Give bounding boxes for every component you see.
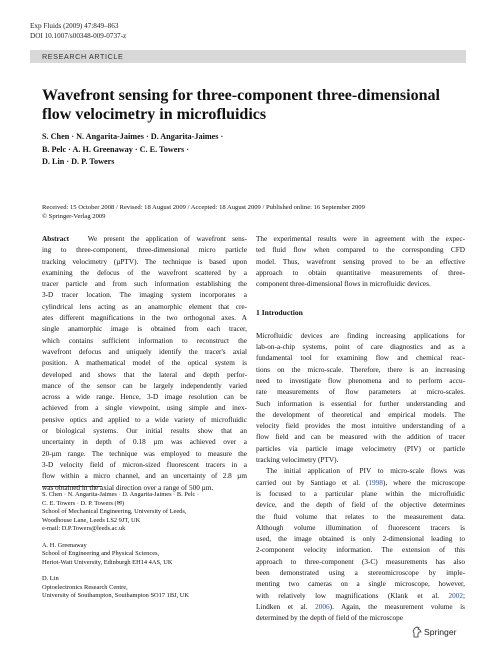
body-line: particles via particle image velocimetry (PIV) or particle <box>256 444 465 453</box>
springer-logo <box>412 626 474 640</box>
body-line: menting two cameras on a single microscope, however, <box>256 580 465 589</box>
author-line: D. Lin · D. P. Towers <box>42 157 115 166</box>
author-line: S. Chen · N. Angarita-Jaimes · D. Angarita-Jaimes · <box>42 132 224 141</box>
affiliation-line: D. Lin <box>42 575 59 582</box>
body-line: rate measurements of flow parameters at micro-scales. <box>256 388 465 397</box>
body-line: the fluid volume that relates to the measurement data. <box>256 512 465 521</box>
abstract-line: uncertainty in depth of 0.18 µm was achieved over a <box>42 438 247 447</box>
affiliation-line: Optoelectronics Research Centre, <box>42 583 128 591</box>
citation-link[interactable]: 1998 <box>368 478 383 487</box>
abstract-continuation <box>256 234 465 290</box>
body-line: flow field and can be measured with the addition of tracer <box>256 433 465 442</box>
affiliation-block <box>42 542 247 568</box>
affiliation-block <box>42 575 247 601</box>
abstract-line: 3-D velocity field of micron-sized fluorescent tracers in a <box>42 460 247 469</box>
intro-paragraph-2 <box>256 466 465 624</box>
body-line: need to investigate flow phenomena and to perform accu- <box>256 376 465 385</box>
affiliation-line: Heriot-Watt University, Edinburgh EH14 4AS, UK <box>42 558 173 566</box>
citation-link[interactable]: 2006 <box>315 602 330 611</box>
abstract-label: Abstract <box>42 235 69 243</box>
left-column <box>42 234 247 494</box>
article-type-bar <box>30 50 466 63</box>
abstract-line: developed and shows that the lateral and depth perfor- <box>42 370 247 379</box>
affiliation-line: C. E. Towers · D. P. Towers (✉) <box>42 499 125 507</box>
abstract-line: ted fluid flow when compared to the corresponding CFD <box>256 246 465 255</box>
email-link[interactable]: e-mail: D.P.Towers@leeds.ac.uk <box>42 525 126 532</box>
springer-horse-icon <box>412 626 422 638</box>
body-line: the development of theoretical and empirical models. The <box>256 410 465 419</box>
abstract-line: or biological systems. Our initial results show that an <box>42 427 247 436</box>
body-line <box>256 602 465 613</box>
section-heading: 1 Introduction <box>256 308 303 318</box>
author-list <box>42 131 462 169</box>
copyright: © Springer-Verlag 2009 <box>42 213 106 220</box>
abstract-line: was obtained in the axial direction over a range of 500 µm. <box>42 483 214 492</box>
abstract-line: 20-µm range. The technique was employed to measure the <box>42 449 247 458</box>
abstract-line: ates different magnifications in the two orthogonal axes. A <box>42 314 247 323</box>
body-line: used, the image obtained is only 2-dimensional leading to <box>256 535 465 544</box>
body-line: is focused to a particular plane within the microfluidic <box>256 489 465 498</box>
abstract-line: 3-D tracer location. The imaging system incorporates a <box>42 291 247 300</box>
publication-dates <box>42 203 472 221</box>
abstract-line: across a wide range. Hence, 3-D image resolution can be <box>42 393 247 402</box>
body-line <box>256 478 465 489</box>
citation-text: with relatively low magnifications (Klank et al. 2002; <box>256 591 465 600</box>
body-line: lab-on-a-chip systems, point of care diagnostics and as a <box>256 343 465 352</box>
affiliation-line: School of Engineering and Physical Sciences, <box>42 550 160 557</box>
abstract <box>42 234 247 494</box>
affiliation-line: Woodhouse Lane, Leeds LS2 9JT, UK <box>42 516 141 524</box>
doi: DOI 10.1007/s00348-009-0737-z <box>30 31 127 40</box>
body-line: 2-component velocity information. The extension of this <box>256 546 465 555</box>
affiliations <box>42 491 247 601</box>
abstract-line: position. A mathematical model of the optical system is <box>42 359 247 368</box>
footnote-divider <box>42 486 102 487</box>
abstract-line: achieved from a single viewpoint, using simple and inex- <box>42 404 247 413</box>
abstract-line: The experimental results were in agreement with the expec- <box>256 235 465 243</box>
body-line: been demonstrated using a stereomicroscope by imple- <box>256 569 465 578</box>
body-line <box>256 591 465 602</box>
journal-header <box>30 22 126 41</box>
body-line <box>256 466 465 477</box>
body-line: velocity field provides the most intuitive understanding of a <box>256 422 465 431</box>
abstract-line: cylindrical lens acting as an anamorphic element that cre- <box>42 302 247 311</box>
body-line: Such information is essential for further understanding and <box>256 399 465 408</box>
abstract-line: single anamorphic image is obtained from each tracer, <box>42 325 247 334</box>
body-line: tracking velocimetry (PTV). <box>256 456 339 465</box>
journal-citation: Exp Fluids (2009) 47:849–863 <box>30 22 119 30</box>
abstract-line: ing to three-component, three-dimensional micro particle <box>42 246 247 255</box>
intro-paragraph-1 <box>256 331 465 467</box>
abstract-line: tracer particle and from such information establishing the <box>42 280 247 289</box>
abstract-line: pensive optics and applied to a wide variety of microfluidic <box>42 415 247 424</box>
body-line: fundamental tool for examining flow and chemical reac- <box>256 354 465 363</box>
affiliation-line: A. H. Greenaway <box>42 541 87 549</box>
affiliation-line: University of Southampton, Southampton SO17 1BJ, UK <box>42 592 189 599</box>
body-line: Microfluidic devices are finding increasing applications for <box>256 331 465 340</box>
paper-title <box>42 87 462 124</box>
abstract-line: tracking velocimetry (µPTV). The technique is based upon <box>42 257 247 266</box>
abstract-line: examining the defocus of the wavefront scattered by a <box>42 268 247 277</box>
body-line: approach to three-component (3-C) measurements has also <box>256 557 465 566</box>
body-line-text: The initial application of PIV to micro-scale flows was <box>266 467 465 476</box>
abstract-line: which contains sufficient information to reconstruct the <box>42 336 247 345</box>
body-line: determined by the depth of field of the microscope <box>256 614 403 623</box>
history-dates: Received: 15 October 2008 / Revised: 18 August 2009 / Accepted: 18 August 2009 / Published online: 16 September 2009 <box>42 204 365 211</box>
body-line: device, and the depth of field of the objective determines <box>256 501 465 510</box>
body-line: tions on the micro-scale. Therefore, there is an increasing <box>256 365 465 374</box>
abstract-line: mance of the sensor can be largely independently varied <box>42 381 247 390</box>
abstract-first-line <box>42 234 247 245</box>
affiliation-line: S. Chen · N. Angarita-Jaimes · D. Angarita-Jaimes · B. Pelc · <box>42 491 200 498</box>
article-type: RESEARCH ARTICLE <box>42 52 124 61</box>
abstract-line: We present the application of wavefront sens- <box>87 235 247 243</box>
body-line: Although volume illumination of fluorescent tracers is <box>256 523 465 532</box>
citation-text: carried out by Santiago et al. (1998), where the microscope <box>256 478 465 487</box>
right-column <box>256 234 465 625</box>
author-line: B. Pelc · A. H. Greenaway · C. E. Towers · <box>42 144 189 154</box>
publisher-name: Springer <box>424 627 457 637</box>
citation-text: Lindken et al. 2006). Again, the measurement volume is <box>256 602 465 611</box>
affiliation-block <box>42 491 247 534</box>
title-line: Wavefront sensing for three-component three-dimensional <box>42 87 440 104</box>
abstract-line: approach to obtain quantitative measurements of three- <box>256 268 465 277</box>
title-line: flow velocimetry in microfluidics <box>42 105 267 123</box>
abstract-line: model. Thus, wavefront sensing proved to be an effective <box>256 257 465 266</box>
citation-link[interactable]: 2002 <box>448 591 463 600</box>
affiliation-line: School of Mechanical Engineering, University of Leeds, <box>42 508 187 515</box>
abstract-line: component three-dimensional flows in microfluidic devices. <box>256 280 431 289</box>
abstract-line: wavefront defocus and uniquely identify the tracer's axial <box>42 347 247 356</box>
abstract-line: flow within a micro channel, and an uncertainty of 2.8 µm <box>42 472 247 481</box>
